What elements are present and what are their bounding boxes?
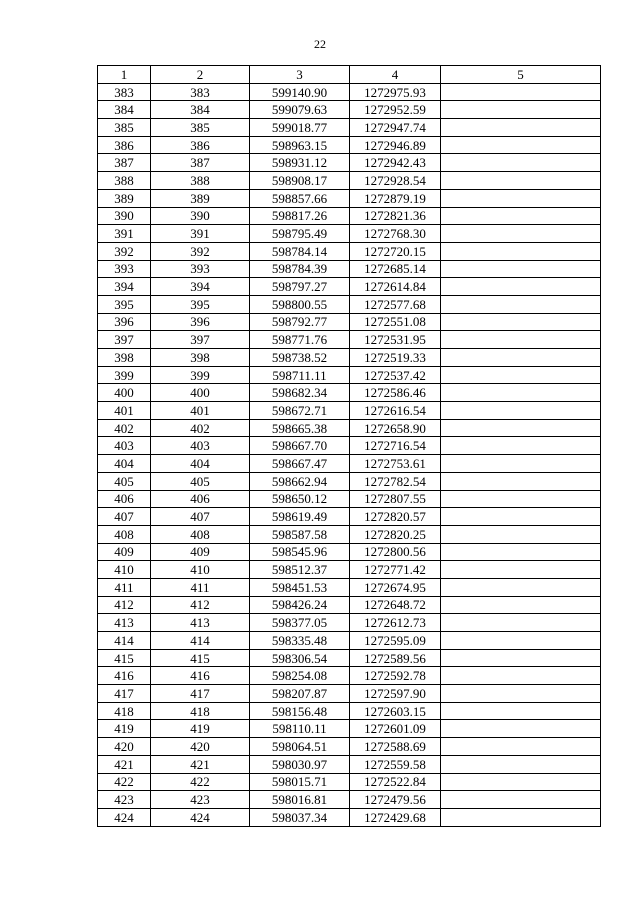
point-id-cell: 407 xyxy=(151,508,250,526)
table-body xyxy=(98,83,601,826)
point-number-cell: 408 xyxy=(98,525,151,543)
point-number-cell: 419 xyxy=(98,720,151,738)
note-cell xyxy=(441,720,601,738)
table-row xyxy=(98,154,601,172)
point-id-cell: 396 xyxy=(151,313,250,331)
x-coordinate-cell: 598306.54 xyxy=(250,649,350,667)
y-coordinate-cell: 1272592.78 xyxy=(350,667,441,685)
table-row xyxy=(98,189,601,207)
table-row xyxy=(98,419,601,437)
point-id-cell: 384 xyxy=(151,101,250,119)
point-id-cell: 398 xyxy=(151,349,250,367)
note-cell xyxy=(441,561,601,579)
note-cell xyxy=(441,349,601,367)
table-row xyxy=(98,260,601,278)
point-number-cell: 391 xyxy=(98,225,151,243)
point-id-cell: 383 xyxy=(151,83,250,101)
note-cell xyxy=(441,419,601,437)
y-coordinate-cell: 1272716.54 xyxy=(350,437,441,455)
point-number-cell: 403 xyxy=(98,437,151,455)
y-coordinate-cell: 1272479.56 xyxy=(350,791,441,809)
table-row xyxy=(98,490,601,508)
column-header-3: 3 xyxy=(250,66,350,84)
table-row xyxy=(98,136,601,154)
note-cell xyxy=(441,384,601,402)
y-coordinate-cell: 1272768.30 xyxy=(350,225,441,243)
x-coordinate-cell: 598015.71 xyxy=(250,773,350,791)
table-row xyxy=(98,578,601,596)
x-coordinate-cell: 598795.49 xyxy=(250,225,350,243)
page-number: 22 xyxy=(314,37,326,51)
y-coordinate-cell: 1272879.19 xyxy=(350,189,441,207)
point-id-cell: 411 xyxy=(151,578,250,596)
y-coordinate-cell: 1272589.56 xyxy=(350,649,441,667)
y-coordinate-cell: 1272586.46 xyxy=(350,384,441,402)
point-id-cell: 416 xyxy=(151,667,250,685)
point-id-cell: 386 xyxy=(151,136,250,154)
y-coordinate-cell: 1272928.54 xyxy=(350,172,441,190)
point-id-cell: 413 xyxy=(151,614,250,632)
point-id-cell: 409 xyxy=(151,543,250,561)
x-coordinate-cell: 599018.77 xyxy=(250,119,350,137)
x-coordinate-cell: 598667.70 xyxy=(250,437,350,455)
note-cell xyxy=(441,808,601,826)
note-cell xyxy=(441,508,601,526)
x-coordinate-cell: 598931.12 xyxy=(250,154,350,172)
column-header-5: 5 xyxy=(441,66,601,84)
table-row xyxy=(98,83,601,101)
point-number-cell: 396 xyxy=(98,313,151,331)
table-row xyxy=(98,331,601,349)
table-row xyxy=(98,525,601,543)
point-number-cell: 392 xyxy=(98,242,151,260)
table-row xyxy=(98,349,601,367)
table-row xyxy=(98,455,601,473)
x-coordinate-cell: 598667.47 xyxy=(250,455,350,473)
table-row xyxy=(98,366,601,384)
point-id-cell: 390 xyxy=(151,207,250,225)
point-id-cell: 385 xyxy=(151,119,250,137)
y-coordinate-cell: 1272658.90 xyxy=(350,419,441,437)
point-id-cell: 420 xyxy=(151,738,250,756)
x-coordinate-cell: 598665.38 xyxy=(250,419,350,437)
x-coordinate-cell: 598335.48 xyxy=(250,632,350,650)
table-row xyxy=(98,667,601,685)
note-cell xyxy=(441,472,601,490)
point-number-cell: 387 xyxy=(98,154,151,172)
y-coordinate-cell: 1272588.69 xyxy=(350,738,441,756)
note-cell xyxy=(441,738,601,756)
y-coordinate-cell: 1272429.68 xyxy=(350,808,441,826)
note-cell xyxy=(441,278,601,296)
point-id-cell: 410 xyxy=(151,561,250,579)
note-cell xyxy=(441,791,601,809)
x-coordinate-cell: 598110.11 xyxy=(250,720,350,738)
y-coordinate-cell: 1272519.33 xyxy=(350,349,441,367)
x-coordinate-cell: 598587.58 xyxy=(250,525,350,543)
column-header-4: 4 xyxy=(350,66,441,84)
note-cell xyxy=(441,225,601,243)
point-id-cell: 401 xyxy=(151,402,250,420)
y-coordinate-cell: 1272771.42 xyxy=(350,561,441,579)
y-coordinate-cell: 1272942.43 xyxy=(350,154,441,172)
point-number-cell: 384 xyxy=(98,101,151,119)
note-cell xyxy=(441,154,601,172)
note-cell xyxy=(441,702,601,720)
y-coordinate-cell: 1272820.25 xyxy=(350,525,441,543)
table-row xyxy=(98,242,601,260)
note-cell xyxy=(441,614,601,632)
table-row xyxy=(98,278,601,296)
point-id-cell: 388 xyxy=(151,172,250,190)
point-number-cell: 410 xyxy=(98,561,151,579)
point-id-cell: 415 xyxy=(151,649,250,667)
y-coordinate-cell: 1272614.84 xyxy=(350,278,441,296)
x-coordinate-cell: 598817.26 xyxy=(250,207,350,225)
note-cell xyxy=(441,172,601,190)
coordinates-table xyxy=(97,65,601,827)
y-coordinate-cell: 1272975.93 xyxy=(350,83,441,101)
point-number-cell: 389 xyxy=(98,189,151,207)
point-id-cell: 414 xyxy=(151,632,250,650)
y-coordinate-cell: 1272612.73 xyxy=(350,614,441,632)
x-coordinate-cell: 598792.77 xyxy=(250,313,350,331)
point-number-cell: 424 xyxy=(98,808,151,826)
y-coordinate-cell: 1272531.95 xyxy=(350,331,441,349)
y-coordinate-cell: 1272800.56 xyxy=(350,543,441,561)
table-row xyxy=(98,207,601,225)
point-id-cell: 394 xyxy=(151,278,250,296)
x-coordinate-cell: 598711.11 xyxy=(250,366,350,384)
note-cell xyxy=(441,101,601,119)
point-number-cell: 423 xyxy=(98,791,151,809)
x-coordinate-cell: 598512.37 xyxy=(250,561,350,579)
x-coordinate-cell: 598784.39 xyxy=(250,260,350,278)
point-id-cell: 418 xyxy=(151,702,250,720)
y-coordinate-cell: 1272616.54 xyxy=(350,402,441,420)
point-id-cell: 391 xyxy=(151,225,250,243)
table-row xyxy=(98,472,601,490)
x-coordinate-cell: 598672.71 xyxy=(250,402,350,420)
point-number-cell: 418 xyxy=(98,702,151,720)
table-row xyxy=(98,773,601,791)
note-cell xyxy=(441,313,601,331)
y-coordinate-cell: 1272807.55 xyxy=(350,490,441,508)
point-number-cell: 415 xyxy=(98,649,151,667)
point-number-cell: 409 xyxy=(98,543,151,561)
x-coordinate-cell: 599079.63 xyxy=(250,101,350,119)
note-cell xyxy=(441,437,601,455)
table-row xyxy=(98,808,601,826)
column-header-1: 1 xyxy=(98,66,151,84)
table-row xyxy=(98,295,601,313)
x-coordinate-cell: 598451.53 xyxy=(250,578,350,596)
point-id-cell: 402 xyxy=(151,419,250,437)
table-row xyxy=(98,384,601,402)
x-coordinate-cell: 598619.49 xyxy=(250,508,350,526)
point-number-cell: 417 xyxy=(98,685,151,703)
y-coordinate-cell: 1272821.36 xyxy=(350,207,441,225)
table-row xyxy=(98,101,601,119)
point-id-cell: 412 xyxy=(151,596,250,614)
x-coordinate-cell: 598545.96 xyxy=(250,543,350,561)
note-cell xyxy=(441,136,601,154)
point-number-cell: 397 xyxy=(98,331,151,349)
note-cell xyxy=(441,490,601,508)
table-row xyxy=(98,791,601,809)
table-row xyxy=(98,649,601,667)
table-row xyxy=(98,402,601,420)
point-id-cell: 417 xyxy=(151,685,250,703)
y-coordinate-cell: 1272559.58 xyxy=(350,755,441,773)
x-coordinate-cell: 598771.76 xyxy=(250,331,350,349)
table-row xyxy=(98,738,601,756)
table-row xyxy=(98,119,601,137)
x-coordinate-cell: 598797.27 xyxy=(250,278,350,296)
point-id-cell: 419 xyxy=(151,720,250,738)
point-number-cell: 398 xyxy=(98,349,151,367)
point-id-cell: 405 xyxy=(151,472,250,490)
point-id-cell: 423 xyxy=(151,791,250,809)
header-row xyxy=(98,66,601,84)
table-row xyxy=(98,596,601,614)
note-cell xyxy=(441,83,601,101)
note-cell xyxy=(441,119,601,137)
point-number-cell: 411 xyxy=(98,578,151,596)
note-cell xyxy=(441,242,601,260)
x-coordinate-cell: 598064.51 xyxy=(250,738,350,756)
table-row xyxy=(98,225,601,243)
point-number-cell: 390 xyxy=(98,207,151,225)
column-header-2: 2 xyxy=(151,66,250,84)
x-coordinate-cell: 598784.14 xyxy=(250,242,350,260)
point-number-cell: 393 xyxy=(98,260,151,278)
y-coordinate-cell: 1272946.89 xyxy=(350,136,441,154)
point-number-cell: 416 xyxy=(98,667,151,685)
point-number-cell: 404 xyxy=(98,455,151,473)
note-cell xyxy=(441,207,601,225)
table-row xyxy=(98,685,601,703)
note-cell xyxy=(441,755,601,773)
point-number-cell: 407 xyxy=(98,508,151,526)
note-cell xyxy=(441,455,601,473)
point-number-cell: 399 xyxy=(98,366,151,384)
note-cell xyxy=(441,578,601,596)
note-cell xyxy=(441,649,601,667)
point-id-cell: 422 xyxy=(151,773,250,791)
note-cell xyxy=(441,366,601,384)
table-row xyxy=(98,702,601,720)
note-cell xyxy=(441,525,601,543)
y-coordinate-cell: 1272952.59 xyxy=(350,101,441,119)
x-coordinate-cell: 598963.15 xyxy=(250,136,350,154)
y-coordinate-cell: 1272648.72 xyxy=(350,596,441,614)
note-cell xyxy=(441,773,601,791)
x-coordinate-cell: 598207.87 xyxy=(250,685,350,703)
y-coordinate-cell: 1272597.90 xyxy=(350,685,441,703)
x-coordinate-cell: 598650.12 xyxy=(250,490,350,508)
note-cell xyxy=(441,295,601,313)
y-coordinate-cell: 1272947.74 xyxy=(350,119,441,137)
y-coordinate-cell: 1272720.15 xyxy=(350,242,441,260)
point-id-cell: 389 xyxy=(151,189,250,207)
x-coordinate-cell: 598426.24 xyxy=(250,596,350,614)
y-coordinate-cell: 1272820.57 xyxy=(350,508,441,526)
x-coordinate-cell: 598016.81 xyxy=(250,791,350,809)
point-id-cell: 406 xyxy=(151,490,250,508)
point-id-cell: 399 xyxy=(151,366,250,384)
y-coordinate-cell: 1272537.42 xyxy=(350,366,441,384)
point-id-cell: 424 xyxy=(151,808,250,826)
x-coordinate-cell: 598738.52 xyxy=(250,349,350,367)
table-row xyxy=(98,632,601,650)
x-coordinate-cell: 598156.48 xyxy=(250,702,350,720)
x-coordinate-cell: 598037.34 xyxy=(250,808,350,826)
x-coordinate-cell: 598662.94 xyxy=(250,472,350,490)
note-cell xyxy=(441,667,601,685)
point-number-cell: 383 xyxy=(98,83,151,101)
point-number-cell: 388 xyxy=(98,172,151,190)
point-number-cell: 412 xyxy=(98,596,151,614)
point-id-cell: 404 xyxy=(151,455,250,473)
point-number-cell: 414 xyxy=(98,632,151,650)
table-row xyxy=(98,614,601,632)
y-coordinate-cell: 1272753.61 xyxy=(350,455,441,473)
note-cell xyxy=(441,331,601,349)
table-row xyxy=(98,755,601,773)
note-cell xyxy=(441,260,601,278)
point-number-cell: 394 xyxy=(98,278,151,296)
point-id-cell: 408 xyxy=(151,525,250,543)
table-row xyxy=(98,720,601,738)
y-coordinate-cell: 1272577.68 xyxy=(350,295,441,313)
table-row xyxy=(98,437,601,455)
point-id-cell: 393 xyxy=(151,260,250,278)
point-number-cell: 420 xyxy=(98,738,151,756)
point-id-cell: 392 xyxy=(151,242,250,260)
y-coordinate-cell: 1272595.09 xyxy=(350,632,441,650)
point-number-cell: 385 xyxy=(98,119,151,137)
point-id-cell: 403 xyxy=(151,437,250,455)
table-row xyxy=(98,508,601,526)
point-number-cell: 421 xyxy=(98,755,151,773)
point-number-cell: 386 xyxy=(98,136,151,154)
table-row xyxy=(98,543,601,561)
y-coordinate-cell: 1272674.95 xyxy=(350,578,441,596)
point-number-cell: 395 xyxy=(98,295,151,313)
x-coordinate-cell: 598030.97 xyxy=(250,755,350,773)
point-number-cell: 400 xyxy=(98,384,151,402)
note-cell xyxy=(441,402,601,420)
table-row xyxy=(98,313,601,331)
x-coordinate-cell: 598908.17 xyxy=(250,172,350,190)
point-number-cell: 405 xyxy=(98,472,151,490)
note-cell xyxy=(441,632,601,650)
point-id-cell: 400 xyxy=(151,384,250,402)
point-id-cell: 395 xyxy=(151,295,250,313)
y-coordinate-cell: 1272601.09 xyxy=(350,720,441,738)
note-cell xyxy=(441,685,601,703)
point-number-cell: 422 xyxy=(98,773,151,791)
y-coordinate-cell: 1272603.15 xyxy=(350,702,441,720)
table-row xyxy=(98,172,601,190)
point-number-cell: 406 xyxy=(98,490,151,508)
x-coordinate-cell: 598377.05 xyxy=(250,614,350,632)
table-row xyxy=(98,561,601,579)
point-id-cell: 387 xyxy=(151,154,250,172)
x-coordinate-cell: 598682.34 xyxy=(250,384,350,402)
x-coordinate-cell: 599140.90 xyxy=(250,83,350,101)
x-coordinate-cell: 598254.08 xyxy=(250,667,350,685)
x-coordinate-cell: 598800.55 xyxy=(250,295,350,313)
y-coordinate-cell: 1272782.54 xyxy=(350,472,441,490)
point-id-cell: 397 xyxy=(151,331,250,349)
y-coordinate-cell: 1272522.84 xyxy=(350,773,441,791)
point-id-cell: 421 xyxy=(151,755,250,773)
note-cell xyxy=(441,543,601,561)
point-number-cell: 401 xyxy=(98,402,151,420)
point-number-cell: 413 xyxy=(98,614,151,632)
y-coordinate-cell: 1272685.14 xyxy=(350,260,441,278)
x-coordinate-cell: 598857.66 xyxy=(250,189,350,207)
y-coordinate-cell: 1272551.08 xyxy=(350,313,441,331)
point-number-cell: 402 xyxy=(98,419,151,437)
note-cell xyxy=(441,596,601,614)
note-cell xyxy=(441,189,601,207)
